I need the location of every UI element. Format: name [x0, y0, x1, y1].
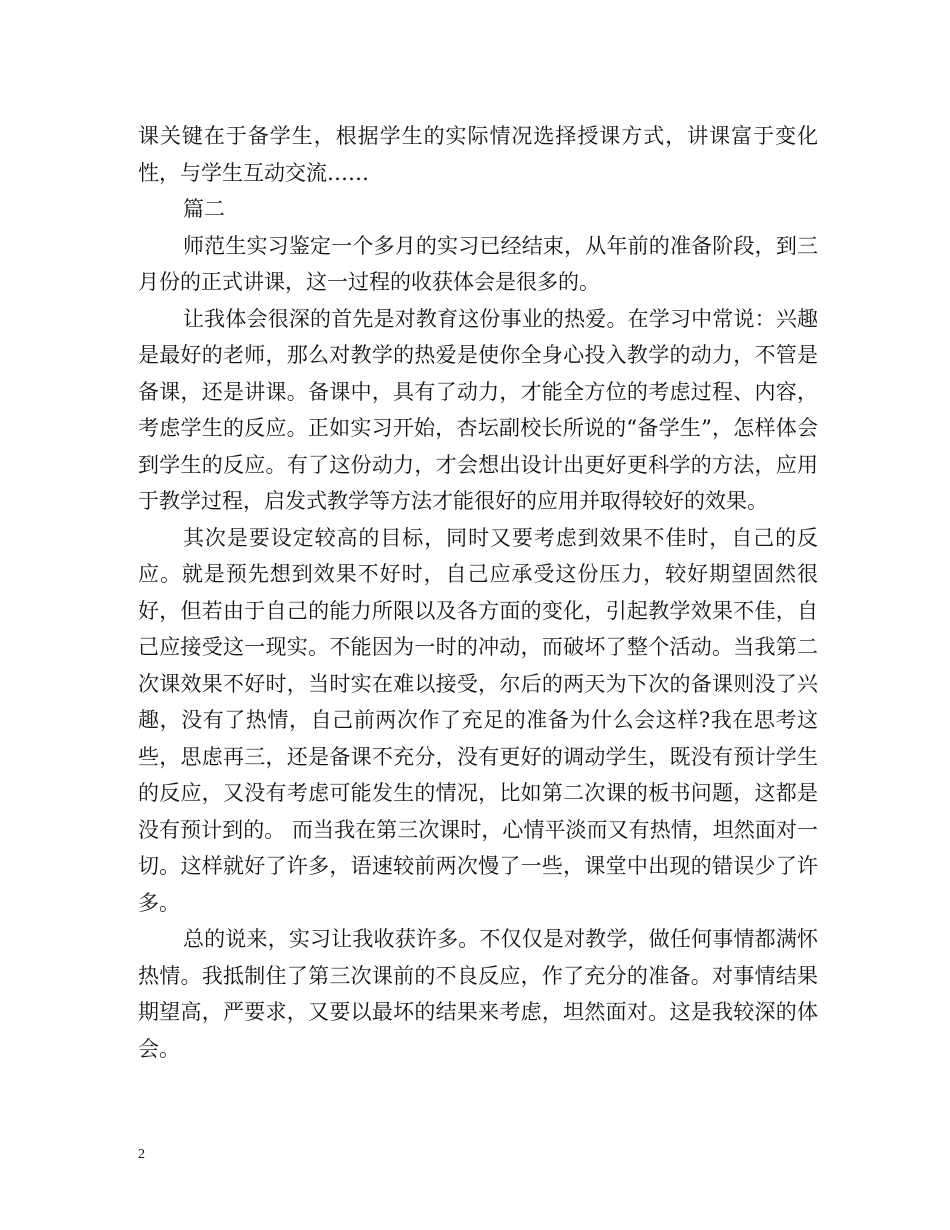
- paragraph: 让我体会很深的首先是对教育这份事业的热爱。在学习中常说：兴趣是最好的老师，那么对教学的热爱是使你全身心投入教学的动力，不管是备课，还是讲课。备课中，具有了动力，才能全方位的考虑过程、内容，考虑学生的反应。正如实习开始，杏坛副校长所说的“备学生”，怎样体会到学生的反应。有了这份动力，才会想出设计出更好更科学的方法，应用于教学过程，启发式教学等方法才能很好的应用并取得较好的效果。: [138, 306, 818, 513]
- body-text: [138, 118, 818, 1067]
- page-number: 2: [138, 1147, 145, 1162]
- section-heading: 篇二: [183, 197, 225, 221]
- paragraph: 其次是要设定较高的目标，同时又要考虑到效果不佳时，自己的反应。就是预先想到效果不好时，自己应承受这份压力，较好期望固然很好，但若由于自己的能力所限以及各方面的变化，引起教学效果不佳，自己应接受这一现实。不能因为一时的冲动，而破坏了整个活动。当我第二次课效果不好时，当时实在难以接受，尔后的两天为下次的备课则没了兴趣，没有了热情，自己前两次作了充足的准备为什么会这样?我在思考这些，思虑再三，还是备课不充分，没有更好的调动学生，既没有预计学生的反应，又没有考虑可能发生的情况，比如第二次课的板书问题，这都是没有预计到的。 而当我在第三次课时，心情平淡而又有热情，坦然面对一切。这样就好了许多，语速较前两次慢了一些，课堂中出现的错误少了许多。: [138, 525, 818, 915]
- paragraph: 师范生实习鉴定一个多月的实习已经结束，从年前的准备阶段，到三月份的正式讲课，这一过程的收获体会是很多的。: [138, 233, 818, 294]
- paragraph-continued: 课关键在于备学生，根据学生的实际情况选择授课方式，讲课富于变化性，与学生互动交流……: [138, 124, 818, 185]
- paragraph: 总的说来，实习让我收获许多。不仅仅是对教学，做任何事情都满怀热情。我抵制住了第三次课前的不良反应，作了充分的准备。对事情结果期望高，严要求，又要以最坏的结果来考虑，坦然面对。这是我较深的体会。: [138, 927, 818, 1061]
